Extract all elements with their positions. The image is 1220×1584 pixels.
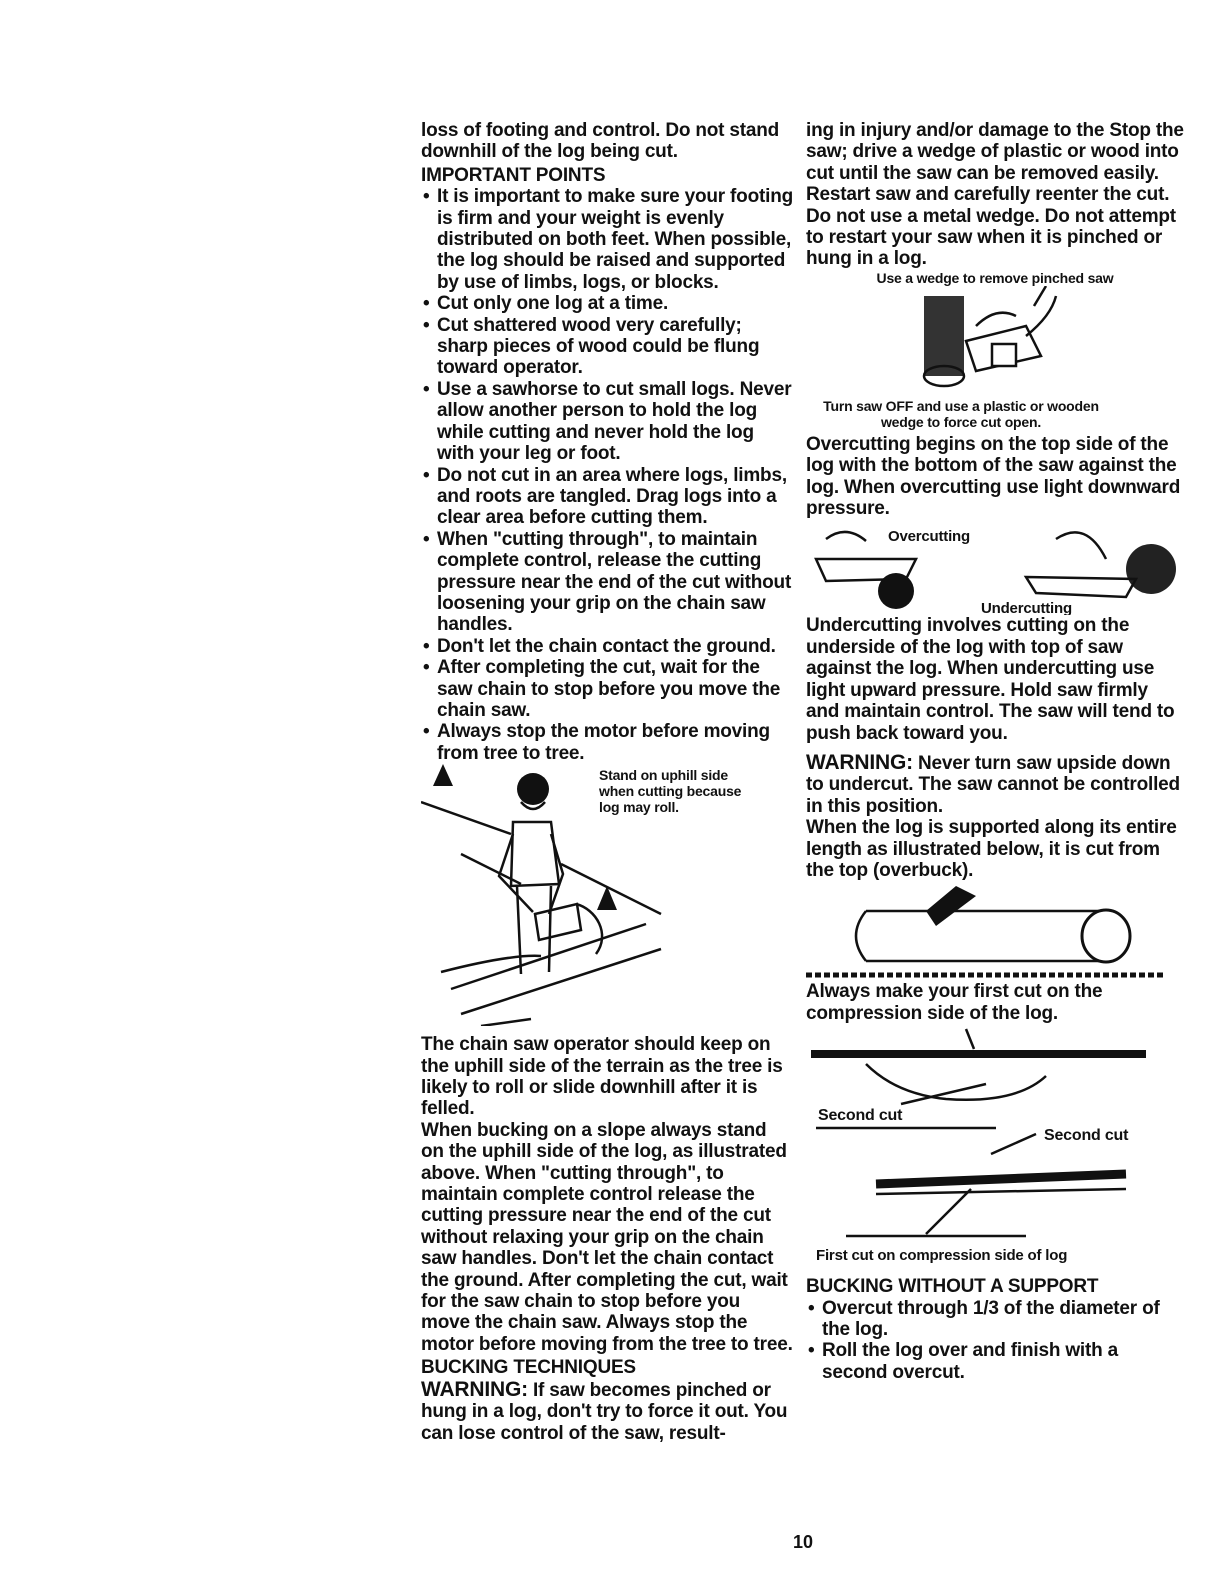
list-item: • Do not cut in an area where logs, limbs, and roots are tangled. Drag logs into a clear area before cutting them.	[421, 465, 793, 529]
slope-paragraph: When bucking on a slope always stand on the uphill side of the log, as illustrated above. When "cutting through", to maintain complete control release the cutting pressure near the end of the cut without relaxing your grip on the chain saw handles. Don't let the chain contact the ground. After completing the cut, wait for the saw chain to stop before you move the chain saw. Always stop the motor before moving from the tree to tree.	[421, 1119, 793, 1355]
bucking-techniques-heading: BUCKING TECHNIQUES	[421, 1357, 636, 1379]
overcut-undercut-illustration	[806, 519, 1184, 615]
list-item: • Don't let the chain contact the ground.	[421, 636, 793, 657]
overbuck-illustration	[806, 881, 1184, 981]
log-end-icon	[924, 296, 964, 376]
list-item: • Cut shattered wood very carefully; sharp pieces of wood could be flung toward operator.	[421, 315, 793, 379]
supported-log-paragraph: When the log is supported along its entire length as illustrated below, it is cut from the top (overbuck).	[806, 817, 1177, 881]
two-cut-illustration	[806, 1024, 1184, 1274]
figure-caption-line-3: log may roll.	[599, 799, 679, 816]
undercut-saw-icon	[1026, 533, 1176, 598]
wedge-caption-top: Use a wedge to remove pinched saw	[876, 269, 1114, 286]
second-cut-label-2: Second cut	[1044, 1127, 1129, 1145]
overcutting-label: Overcutting	[888, 528, 970, 546]
warning-label: WARNING:	[806, 750, 913, 774]
list-item: • Overcut through 1/3 of the diameter of the log.	[806, 1298, 1184, 1341]
left-column	[421, 120, 793, 1444]
list-item: • It is important to make sure your footing is firm and your weight is evenly distributed on both feet. When possible, the log should be raised and supported by use of limbs, logs, or blocks.	[421, 186, 793, 293]
operator-figure	[499, 773, 581, 974]
warning-label: WARNING:	[421, 1377, 528, 1401]
important-points-list	[421, 186, 793, 764]
down-arrow-icon	[926, 886, 976, 926]
upside-down-warning	[806, 752, 1184, 817]
second-cut-label-1: Second cut	[818, 1107, 903, 1125]
first-cut-caption: First cut on compression side of log	[816, 1247, 1068, 1265]
figure-caption-line-1: Stand on uphill side	[599, 767, 729, 784]
wedge-caption-bottom: Turn saw OFF and use a plastic or wooden wedge to force cut open.	[823, 397, 1099, 430]
continued-paragraph: ing in injury and/or damage to the Stop the saw; drive a wedge of plastic or wood into cut until the saw can be removed easily. Restart saw and carefully reenter the cut. Do not use a metal wedge. Do not attempt to restart your saw when it is pinched or hung in a log.	[806, 120, 1184, 270]
warning-text: If saw becomes pinched or hung in a log, don't try to force it out. You can lose control of the saw, result-	[421, 1379, 788, 1444]
bucking-without-support-heading: BUCKING WITHOUT A SUPPORT	[806, 1276, 1099, 1298]
list-item: • Use a sawhorse to cut small logs. Never allow another person to hold the log while cutting and never hold the log with your leg or foot.	[421, 379, 793, 465]
list-item: • After completing the cut, wait for the saw chain to stop before you move the chain saw.	[421, 657, 793, 721]
compression-paragraph: Always make your first cut on the compression side of the log.	[806, 981, 1103, 1024]
uphill-stance-illustration	[421, 764, 793, 1026]
overcutting-paragraph: Overcutting begins on the top side of the log with the bottom of the saw against the log. When overcutting use light downward pressure.	[806, 433, 1181, 520]
no-support-list	[806, 1298, 1184, 1384]
list-item: • Roll the log over and finish with a second overcut.	[806, 1340, 1184, 1383]
list-item: • When "cutting through", to maintain complete control, release the cutting pressure near the end of the cut without loosening your grip on the chain saw handles.	[421, 529, 793, 636]
undercutting-label: Undercutting	[981, 600, 1072, 616]
pinched-warning	[421, 1379, 793, 1444]
figure-caption-line-2: when cutting because	[599, 783, 742, 800]
slope-lines	[421, 802, 661, 1026]
list-item: • Cut only one log at a time.	[421, 293, 793, 314]
right-column	[806, 120, 1184, 1383]
undercutting-paragraph: Undercutting involves cutting on the underside of the log with top of saw against the log. When undercutting use light upward pressure. Hold saw firmly and maintain control. The saw will tend to push back toward you.	[806, 615, 1175, 744]
list-item: • Always stop the motor before moving from tree to tree.	[421, 721, 793, 764]
intro-paragraph: loss of footing and control. Do not stand downhill of the log being cut.	[421, 120, 780, 163]
important-points-heading: IMPORTANT POINTS	[421, 164, 606, 186]
page-number: 10	[793, 1532, 814, 1552]
uphill-paragraph: The chain saw operator should keep on the uphill side of the terrain as the tree is likely to roll or slide downhill after it is felled.	[421, 1034, 783, 1120]
wedge-illustration	[806, 286, 1184, 398]
warning-text: Never turn saw upside down to undercut. The saw cannot be controlled in this position.	[806, 752, 1180, 817]
